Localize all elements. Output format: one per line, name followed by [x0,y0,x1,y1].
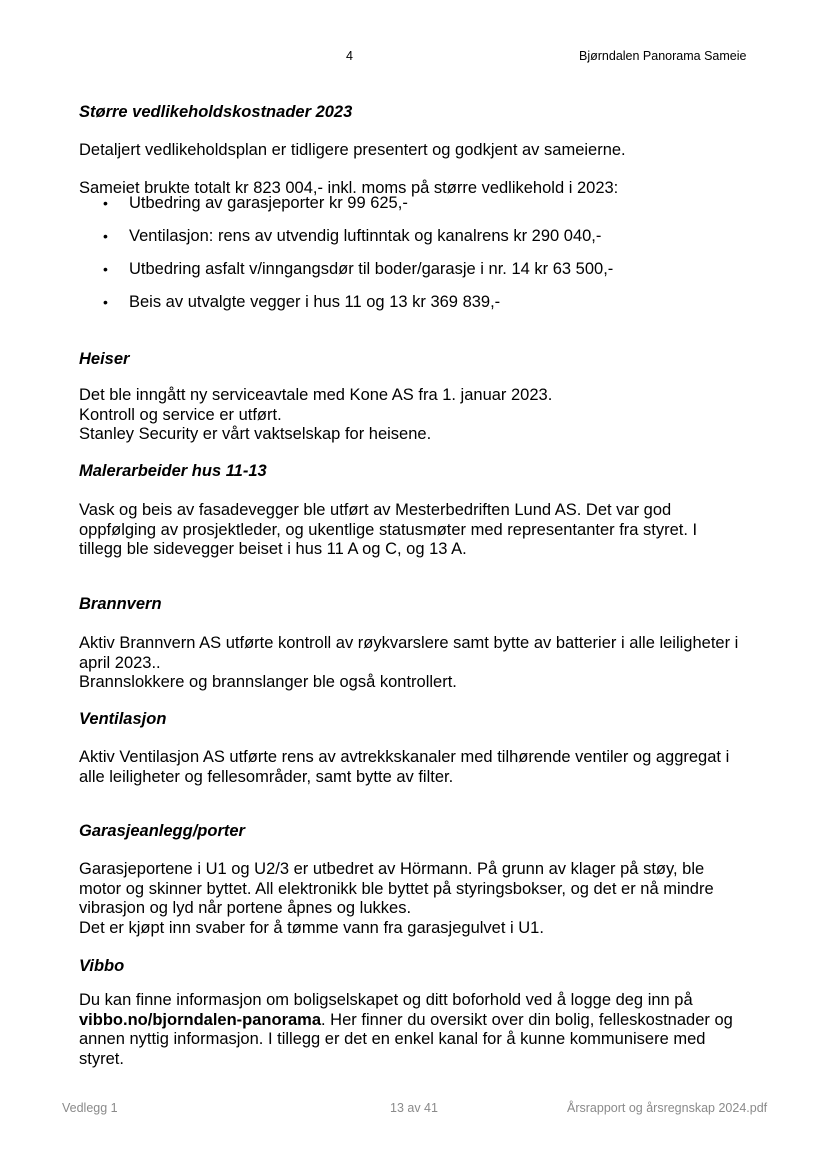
list-item [79,260,613,293]
painting-paragraph [79,501,697,560]
text-line [79,1011,733,1031]
text-line: Vask og beis av fasadevegger ble utført av Mesterbedriften Lund AS. Det var god [79,501,672,519]
bullet-icon: • [103,195,108,211]
text-line: motor og skinner byttet. All elektronikk ble byttet på styringsbokser, og det er nå mindre [79,879,714,898]
text-line: Aktiv Ventilasjon AS utførte rens av avtrekkskanaler med tilhørende ventiler og aggregat i [79,748,730,766]
garage-paragraph [79,860,714,938]
elevators-paragraph [79,386,552,445]
list-item-text: Utbedring av garasjeporter kr 99 625,- [129,194,408,212]
text-line: Du kan finne informasjon om boligselskapet og ditt boforhold ved å logge deg inn på [79,991,693,1009]
header-org-name: Bjørndalen Panorama Sameie [579,49,747,63]
section-title-maintenance: Større vedlikeholdskostnader 2023 [79,103,353,121]
text-line: Det er kjøpt inn svaber for å tømme vann fra garasjegulvet i U1. [79,918,544,937]
text-line: styret. [79,1049,124,1068]
list-item [79,227,613,260]
vibbo-paragraph [79,991,733,1069]
text-line: Kontroll og service er utført. [79,405,282,424]
text-line: Aktiv Brannvern AS utførte kontroll av røykvarslere samt bytte av batterier i alle leiligheter i [79,634,739,652]
bullet-icon: • [103,261,108,277]
text-line: Stanley Security er vårt vaktselskap for heisene. [79,425,432,443]
section-title-painting: Malerarbeider hus 11-13 [79,462,267,480]
vibbo-line-rest: . Her finner du oversikt over din bolig, felleskostnader og [321,1010,733,1029]
list-item [79,293,613,326]
bullet-icon: • [103,294,108,310]
maintenance-paragraph-2: Sameiet brukte totalt kr 823 004,- inkl. moms på større vedlikehold i 2023: [79,179,619,197]
text-line: alle leiligheter og fellesområder, samt bytte av filter. [79,767,454,786]
text-line: april 2023.. [79,653,161,672]
page-number: 4 [346,49,353,63]
footer-left: Vedlegg 1 [62,1101,118,1115]
text-line: Garasjeportene i U1 og U2/3 er utbedret av Hörmann. På grunn av klager på støy, ble [79,860,705,878]
maintenance-paragraph-1: Detaljert vedlikeholdsplan er tidligere presentert og godkjent av sameierne. [79,141,626,159]
text-line: tillegg ble sidevegger beiset i hus 11 A og C, og 13 A. [79,540,467,558]
fire-paragraph [79,634,738,693]
text-line: vibrasjon og lyd når portene åpnes og lukkes. [79,899,412,917]
list-item-text: Ventilasjon: rens av utvendig luftinntak og kanalrens kr 290 040,- [129,227,602,245]
section-title-garage: Garasjeanlegg/porter [79,822,245,840]
section-title-vibbo: Vibbo [79,957,125,975]
text-line: Det ble inngått ny serviceavtale med Kone AS fra 1. januar 2023. [79,386,553,404]
text-line: oppfølging av prosjektleder, og ukentlige statusmøter med representanter fra styret. I [79,520,698,539]
footer-filename: Årsrapport og årsregnskap 2024.pdf [567,1101,768,1115]
list-item-text: Utbedring asfalt v/inngangsdør til boder/garasje i nr. 14 kr 63 500,- [129,260,614,278]
text-line: annen nyttig informasjon. I tillegg er det en enkel kanal for å kunne kommunisere med [79,1030,706,1048]
bullet-icon: • [103,228,108,244]
ventilation-paragraph [79,748,729,787]
text-line: Brannslokkere og brannslanger ble også kontrollert. [79,673,457,691]
section-title-fire: Brannvern [79,595,162,613]
list-item [79,194,613,227]
section-title-ventilation: Ventilasjon [79,710,167,728]
section-title-elevators: Heiser [79,350,130,368]
footer-page-count: 13 av 41 [390,1101,438,1115]
maintenance-list [79,194,613,326]
list-item-text: Beis av utvalgte vegger i hus 11 og 13 kr 369 839,- [129,293,501,311]
vibbo-link[interactable]: vibbo.no/bjorndalen-panorama [79,1010,322,1029]
